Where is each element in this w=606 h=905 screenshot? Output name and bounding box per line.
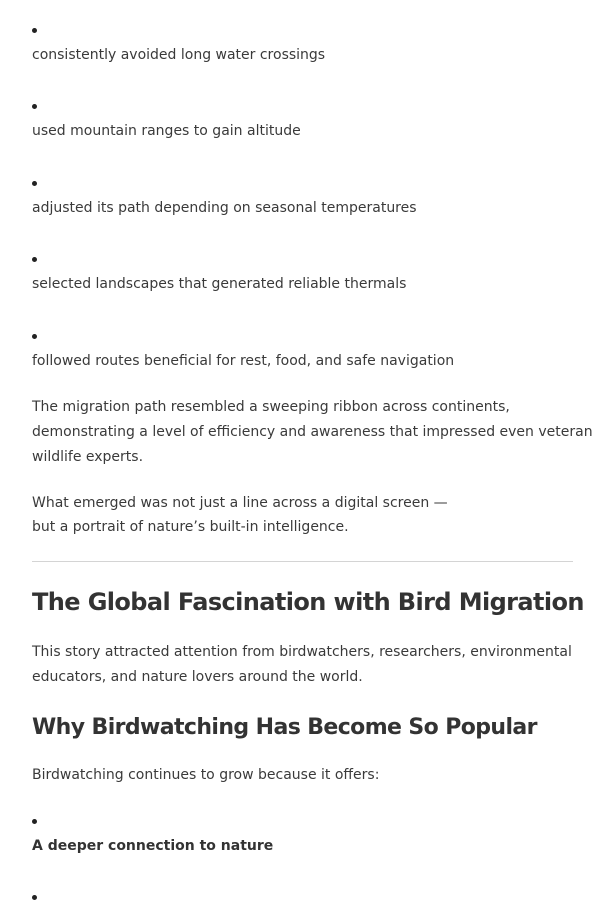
list-item: [32, 257, 577, 297]
heading-why-popular: Why Birdwatching Has Become So Popular: [32, 715, 537, 740]
section-divider: [32, 561, 573, 562]
paragraph-line: What emerged was not just a line across a digital screen —: [32, 495, 448, 511]
list-item: [32, 334, 577, 374]
bullet-dot: [32, 181, 37, 186]
list-item: [32, 895, 577, 905]
heading-global-fascination: The Global Fascination with Bird Migration: [32, 588, 584, 616]
bullet-dot: [32, 257, 37, 262]
list-item: [32, 28, 577, 68]
paragraph-line: demonstrating a level of efficiency and awareness that impressed even veteran: [32, 424, 593, 440]
list-item: [32, 104, 577, 144]
bullet-dot: [32, 104, 37, 109]
paragraph-line: This story attracted attention from birdwatchers, researchers, environmental: [32, 644, 572, 660]
paragraph-line: but a portrait of nature’s built-in intelligence.: [32, 519, 349, 535]
bullet-dot: [32, 895, 37, 900]
list-item-text: followed routes beneficial for rest, food, and safe navigation: [32, 353, 455, 369]
list-item-text: selected landscapes that generated reliable thermals: [32, 276, 407, 292]
list-item: [32, 819, 577, 859]
list-item-text: consistently avoided long water crossings: [32, 47, 326, 63]
bullet-dot: [32, 28, 37, 33]
paragraph-line: wildlife experts.: [32, 449, 144, 465]
list-item: [32, 181, 577, 221]
paragraph-birdwatching-grows: [32, 763, 577, 788]
paragraph-line: Birdwatching continues to grow because it offers:: [32, 767, 380, 783]
list-item-text: used mountain ranges to gain altitude: [32, 123, 301, 139]
paragraph-line: educators, and nature lovers around the world.: [32, 669, 363, 685]
paragraph-line: The migration path resembled a sweeping ribbon across continents,: [32, 399, 510, 415]
list-item-text: adjusted its path depending on seasonal temperatures: [32, 200, 417, 216]
paragraph-migration-path: [32, 395, 593, 470]
bullet-dot: [32, 334, 37, 339]
bullet-dot: [32, 819, 37, 824]
list-item-text: A deeper connection to nature: [32, 838, 274, 854]
paragraph-what-emerged: [32, 491, 577, 539]
paragraph-story-attention: [32, 640, 577, 690]
